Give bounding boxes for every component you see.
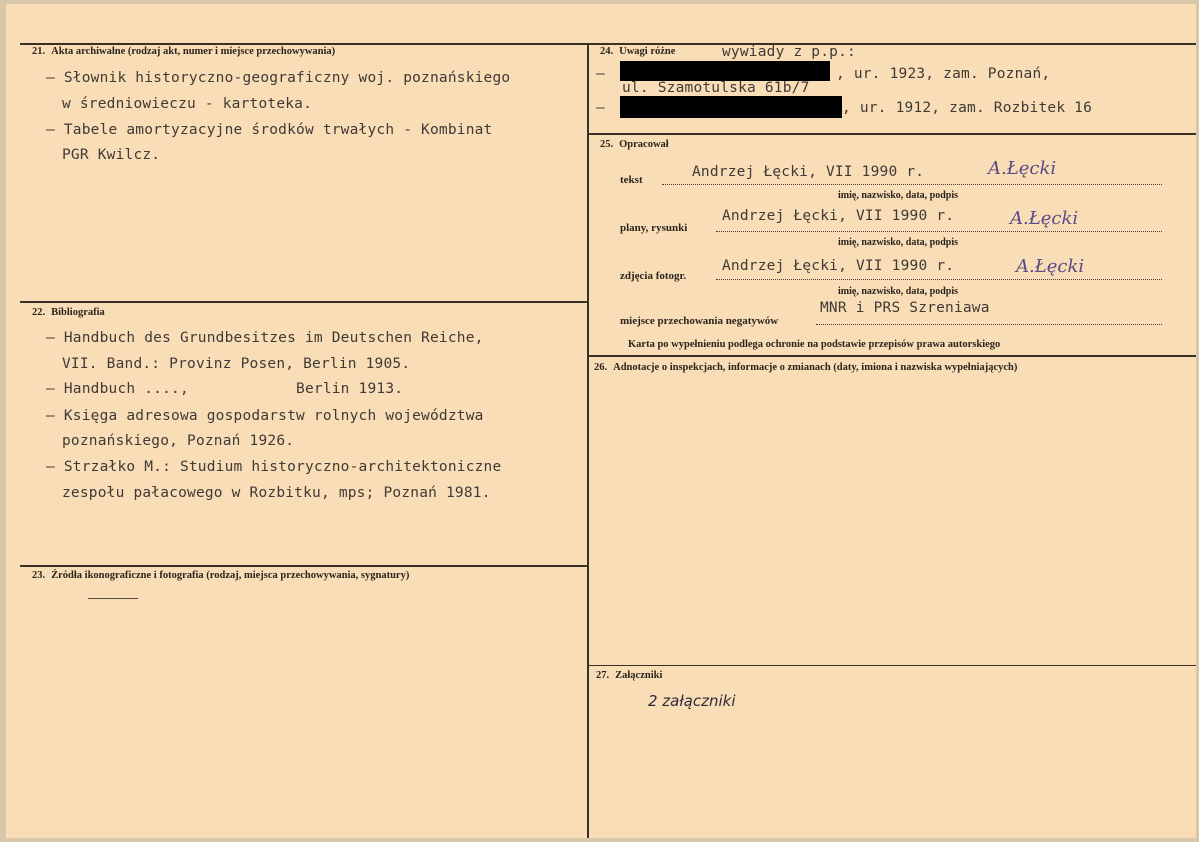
s25-row-3-field-line [716, 279, 1162, 280]
column-divider [587, 43, 589, 838]
s25-row-3-caption: imię, nazwisko, data, podpis [838, 286, 959, 297]
divider-21-22 [20, 301, 588, 303]
s25-negatives-label: miejsce przechowania negatywów [620, 315, 779, 327]
s24-entry-2-text: ul. Szamotulska 61b/7 [622, 80, 810, 96]
s24-heading: wywiady z p.p.: [722, 44, 856, 60]
s24-entry-1-dash: – [596, 66, 605, 82]
s27-handwritten-note: 2 załączniki [648, 692, 736, 710]
s25-row-2-value: Andrzej Łęcki, VII 1990 r. [722, 208, 955, 224]
s25-row-1-label: tekst [620, 174, 643, 186]
section-21-label: 21. Akta archiwalne (rodzaj akt, numer i miejsce przechowywania) [32, 46, 336, 57]
s25-row-1-value: Andrzej Łęcki, VII 1990 r. [692, 164, 925, 180]
s22-line-3: – Handbuch ...., Berlin 1913. [46, 381, 404, 397]
section-25-label: 25. Opracował [600, 139, 669, 150]
divider-26-27 [588, 665, 1196, 666]
s21-line-1: – Słownik historyczno-geograficzny woj. poznańskiego [46, 70, 511, 86]
s21-line-3: – Tabele amortyzacyjne środków trwałych - Kombinat [46, 122, 493, 138]
s22-line-2: VII. Band.: Provinz Posen, Berlin 1905. [62, 356, 411, 372]
copyright-notice: Karta po wypełnieniu podlega ochronie na podstawie przepisów prawa autorskiego [628, 339, 1001, 350]
s25-row-2-caption: imię, nazwisko, data, podpis [838, 237, 959, 248]
s25-row-1-caption: imię, nazwisko, data, podpis [838, 190, 959, 201]
section-23-label: 23. Źródła ikonograficzne i fotografia (rodzaj, miejsca przechowywania, sygnatury) [32, 570, 410, 581]
s25-negatives-field-line [816, 324, 1162, 325]
s25-row-2-field-line [716, 231, 1162, 232]
s22-line-1: – Handbuch des Grundbesitzes im Deutschen Reiche, [46, 330, 484, 346]
section-26-label: 26. Adnotacje o inspekcjach, informacje o zmianach (daty, imiona i nazwiska wypełniających) [594, 362, 1018, 373]
s25-row-2-label: plany, rysunki [620, 222, 688, 234]
s25-row-2-signature: A.Łęcki [1010, 208, 1079, 229]
s22-line-4: – Księga adresowa gospodarstw rolnych województwa [46, 408, 484, 424]
s25-row-3-label: zdjęcia fotogr. [620, 270, 687, 282]
s24-entry-3-dash: – [596, 100, 605, 116]
s25-row-1-signature: A.Łęcki [988, 158, 1057, 179]
s21-line-2: w średniowieczu - kartoteka. [62, 96, 313, 112]
s25-row-1-field-line [662, 184, 1162, 185]
top-border [20, 43, 1196, 45]
s22-line-7: zespołu pałacowego w Rozbitku, mps; Poznań 1981. [62, 485, 491, 501]
s23-short-rule [88, 598, 138, 599]
s22-line-5: poznańskiego, Poznań 1926. [62, 433, 295, 449]
divider-22-23 [20, 565, 588, 567]
divider-24-25 [588, 133, 1196, 135]
s24-entry-3-text: , ur. 1912, zam. Rozbitek 16 [842, 100, 1093, 116]
divider-25-26 [588, 355, 1196, 357]
s25-negatives-value: MNR i PRS Szreniawa [820, 300, 990, 316]
section-24-label: 24. Uwagi różne [600, 46, 676, 57]
inventory-card [6, 4, 1196, 838]
s21-line-4: PGR Kwilcz. [62, 147, 161, 163]
redaction-box-2 [620, 96, 842, 118]
section-22-label: 22. Bibliografia [32, 307, 105, 318]
s25-row-3-signature: A.Łęcki [1016, 256, 1085, 277]
s25-row-3-value: Andrzej Łęcki, VII 1990 r. [722, 258, 955, 274]
s22-line-6: – Strzałko M.: Studium historyczno-architektoniczne [46, 459, 502, 475]
s24-entry-1-text: , ur. 1923, zam. Poznań, [836, 66, 1051, 82]
redaction-box-1 [620, 61, 830, 81]
section-27-label: 27. Załączniki [596, 670, 663, 681]
